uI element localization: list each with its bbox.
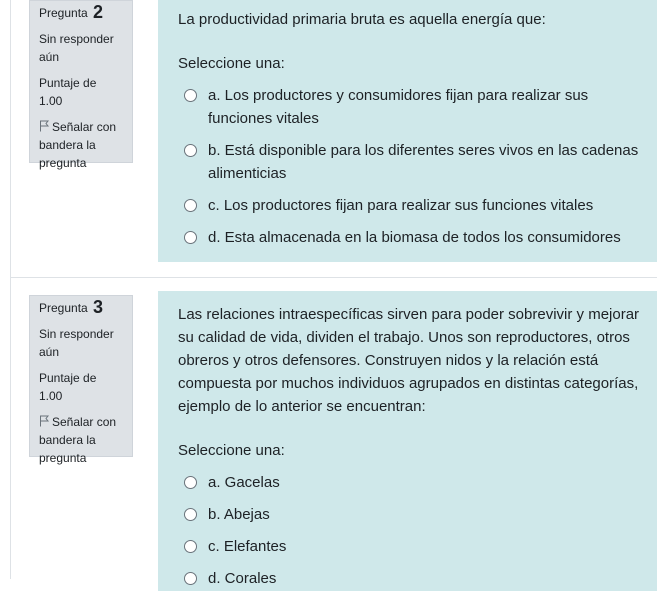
answer-option-a[interactable]: [178, 467, 645, 499]
answer-option-b[interactable]: [178, 499, 645, 531]
answer-list: [178, 80, 645, 254]
question-info-panel: [29, 295, 133, 465]
answer-label[interactable]: b. Abejas: [208, 506, 270, 523]
radio-button[interactable]: [184, 508, 197, 521]
answer-label[interactable]: c. Los productores fijan para realizar sus funciones vitales: [208, 197, 594, 214]
question-text: Las relaciones intraespecíficas sirven para poder sobrevivir y mejorar su calidad de vida, dividen el trabajo. Unos son reproductores, otros obreros y otros defensores. Construyen nidos y la relación está compuesta por muchos individuos agrupados en distintas categorías, ejemplo de lo anterior se encuentran:: [178, 306, 640, 415]
flag-label: Señalar con bandera la pregunta: [39, 120, 117, 170]
flag-question-link[interactable]: [39, 118, 123, 172]
flag-icon: [39, 120, 50, 132]
answer-label[interactable]: b. Está disponible para los diferentes seres vivos en las cadenas alimenticias: [208, 142, 639, 182]
radio-button[interactable]: [184, 231, 197, 244]
radio-button[interactable]: [184, 199, 197, 212]
answer-option-d[interactable]: [178, 222, 645, 254]
answer-prompt: Seleccione una:: [178, 442, 285, 459]
question-text: La productividad primaria bruta es aquella energía que:: [178, 11, 546, 28]
left-border: [10, 0, 11, 579]
question-number-value: 2: [93, 2, 104, 22]
question-state: Sin responder aún: [39, 327, 114, 359]
question-number: [39, 3, 123, 22]
question-content: [158, 0, 657, 262]
answer-option-d[interactable]: [178, 563, 645, 595]
answer-option-c[interactable]: [178, 190, 645, 222]
answer-label[interactable]: a. Gacelas: [208, 474, 280, 491]
question-info-panel: [29, 0, 133, 170]
answer-label[interactable]: c. Elefantes: [208, 538, 287, 555]
flag-label: Señalar con bandera la pregunta: [39, 415, 117, 465]
radio-button[interactable]: [184, 540, 197, 553]
question-number: [39, 298, 123, 317]
question-label: Pregunta: [39, 6, 88, 20]
answer-label[interactable]: d. Corales: [208, 570, 277, 587]
answer-prompt: Seleccione una:: [178, 55, 285, 72]
answer-option-c[interactable]: [178, 531, 645, 563]
flag-icon: [39, 415, 50, 427]
radio-button[interactable]: [184, 144, 197, 157]
answer-option-b[interactable]: [178, 135, 645, 190]
radio-button[interactable]: [184, 89, 197, 102]
question-grade: Puntaje de 1.00: [39, 76, 97, 108]
answer-label[interactable]: d. Esta almacenada en la biomasa de todos los consumidores: [208, 229, 621, 246]
question-label: Pregunta: [39, 301, 88, 315]
answer-option-a[interactable]: [178, 80, 645, 135]
question-number-value: 3: [93, 297, 104, 317]
answer-list: [178, 467, 645, 595]
flag-question-link[interactable]: [39, 413, 123, 467]
question-state: Sin responder aún: [39, 32, 114, 64]
question-grade: Puntaje de 1.00: [39, 371, 97, 403]
question-content: [158, 291, 657, 591]
question-separator: [10, 277, 657, 278]
answer-label[interactable]: a. Los productores y consumidores fijan para realizar sus funciones vitales: [208, 87, 589, 127]
radio-button[interactable]: [184, 476, 197, 489]
